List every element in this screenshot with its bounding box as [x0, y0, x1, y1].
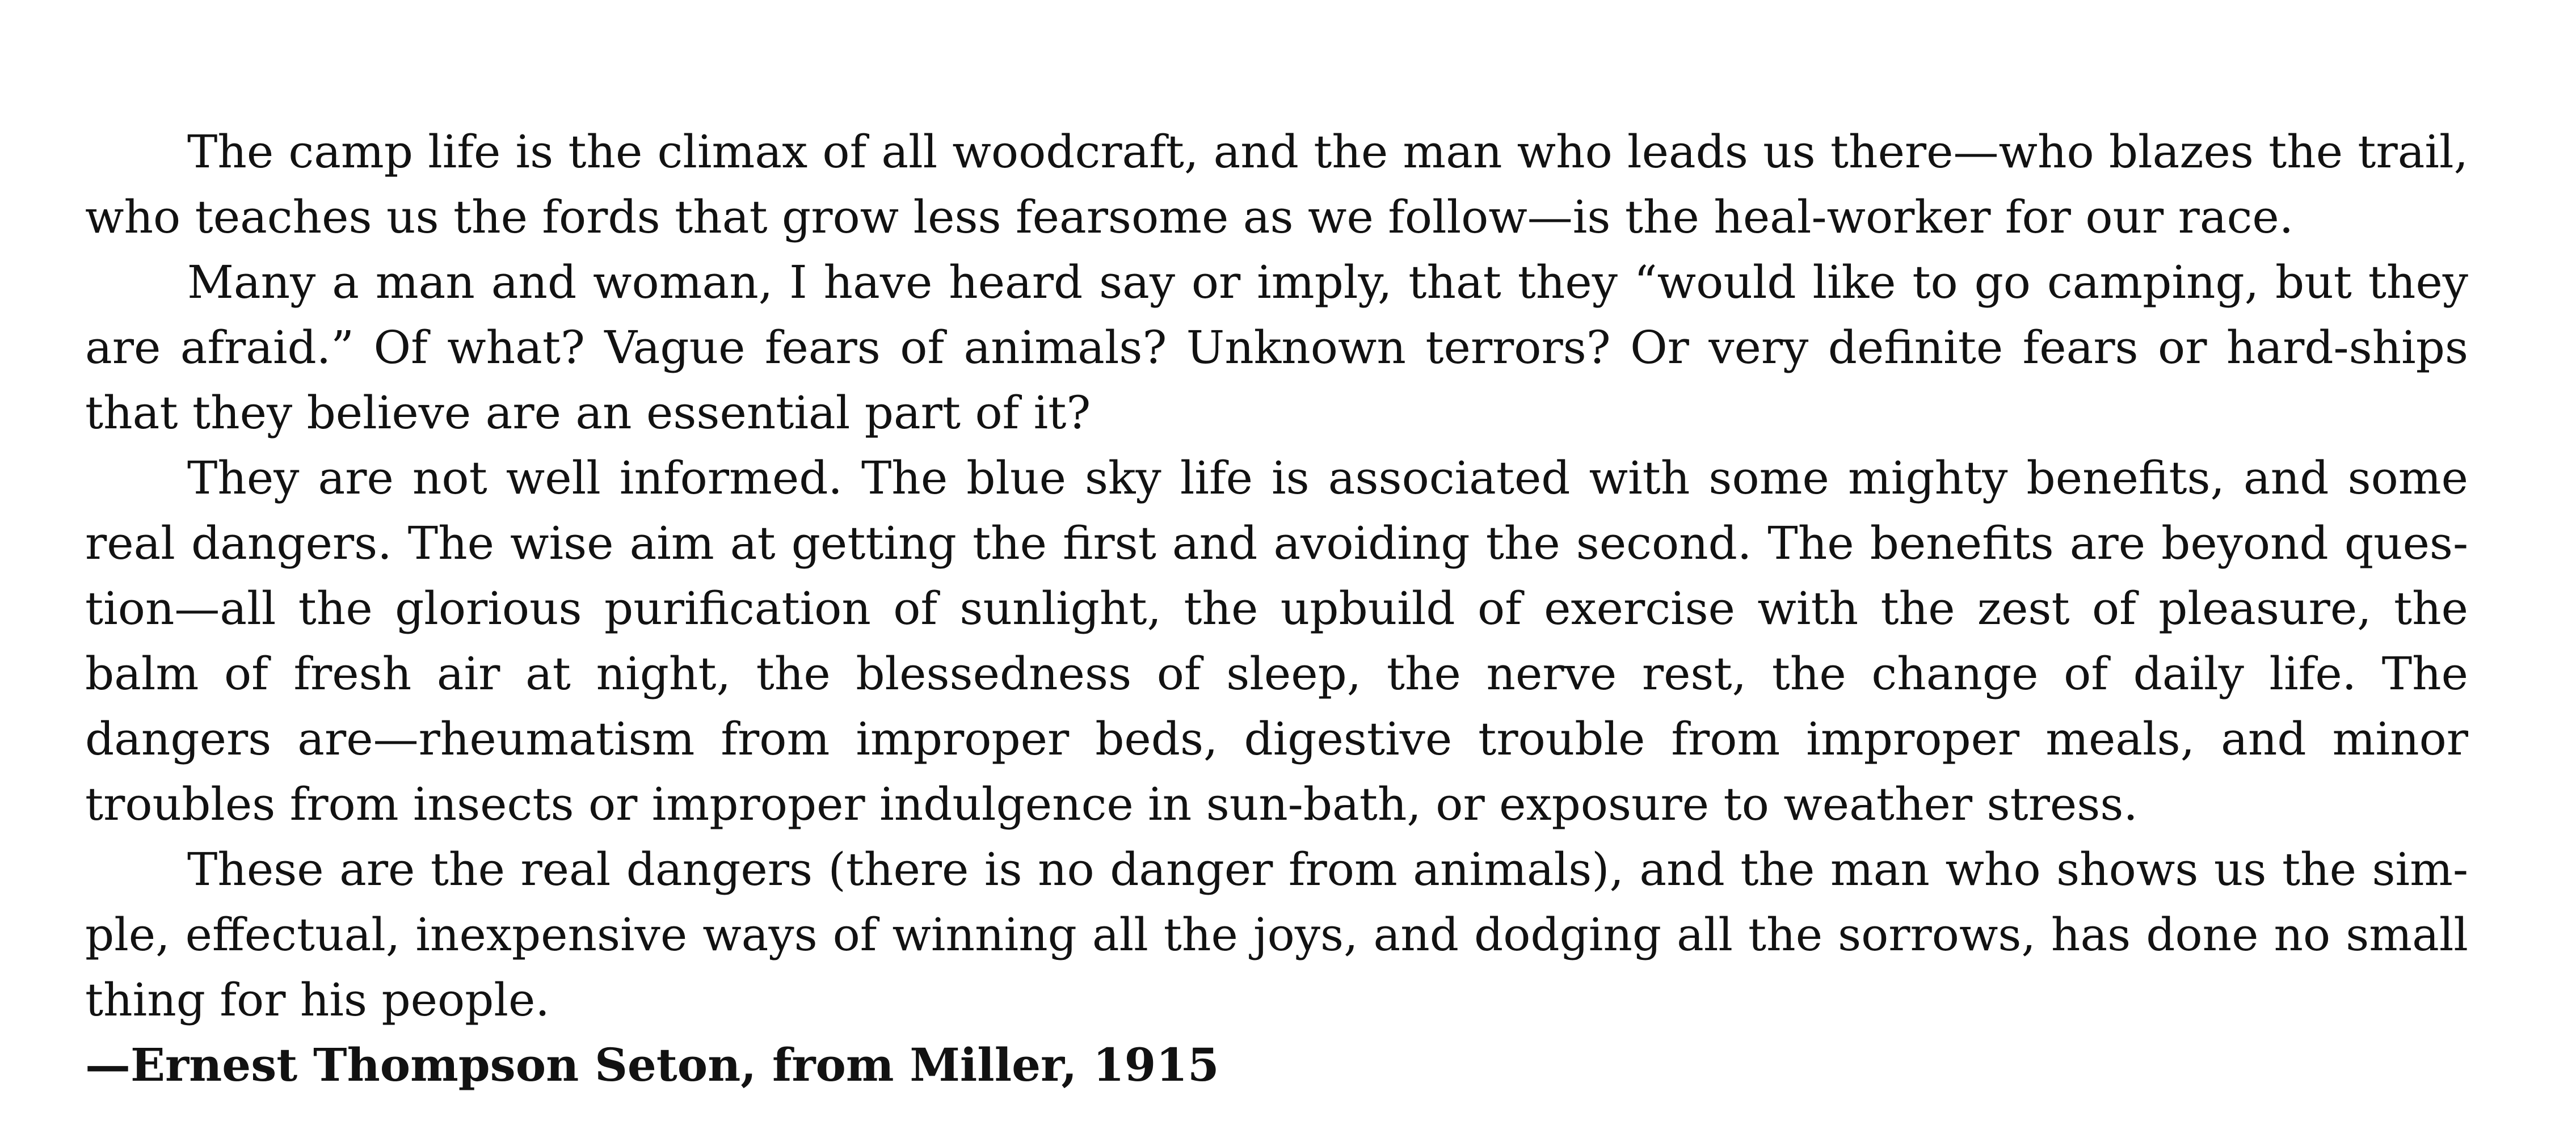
paragraph-camp-life: The camp life is the climax of all woodcraft, and the man who leads us there—who blazes the trail, who teaches us the fords that grow less fearsome as we follow—is the heal-worker for our race. — [85, 125, 2468, 243]
document-page — [85, 119, 2468, 1098]
attribution: —Ernest Thompson Seton, from Miller, 1915 — [85, 1038, 1219, 1092]
paragraph-benefits-dangers: They are not well informed. The blue sky life is associated with some mighty benefits, and some real dangers. The wise aim at getting the first and avoiding the second. The benefits are beyond ques-tion—all the glorious purification of sunlight, the upbuild of exercise with the zest of pleasure, the balm of fresh air at night, the blessedness of sleep, the nerve rest, the change of daily life. The dangers are—rheumatism from improper beds, digestive trouble from improper meals, and minor troubles from insects or improper indulgence in sun-bath, or exposure to weather stress. — [85, 452, 2468, 831]
paragraph-real-dangers: These are the real dangers (there is no danger from animals), and the man who shows us the sim-ple, effectual, inexpensive ways of winning all the joys, and dodging all the sorrows, has done no small thing for his people. — [85, 843, 2468, 1026]
paragraph-afraid: Many a man and woman, I have heard say or imply, that they “would like to go camping, but they are afraid.” Of what? Vague fears of animals? Unknown terrors? Or very definite fears or hard-ships that they believe are an essential part of it? — [85, 256, 2468, 439]
